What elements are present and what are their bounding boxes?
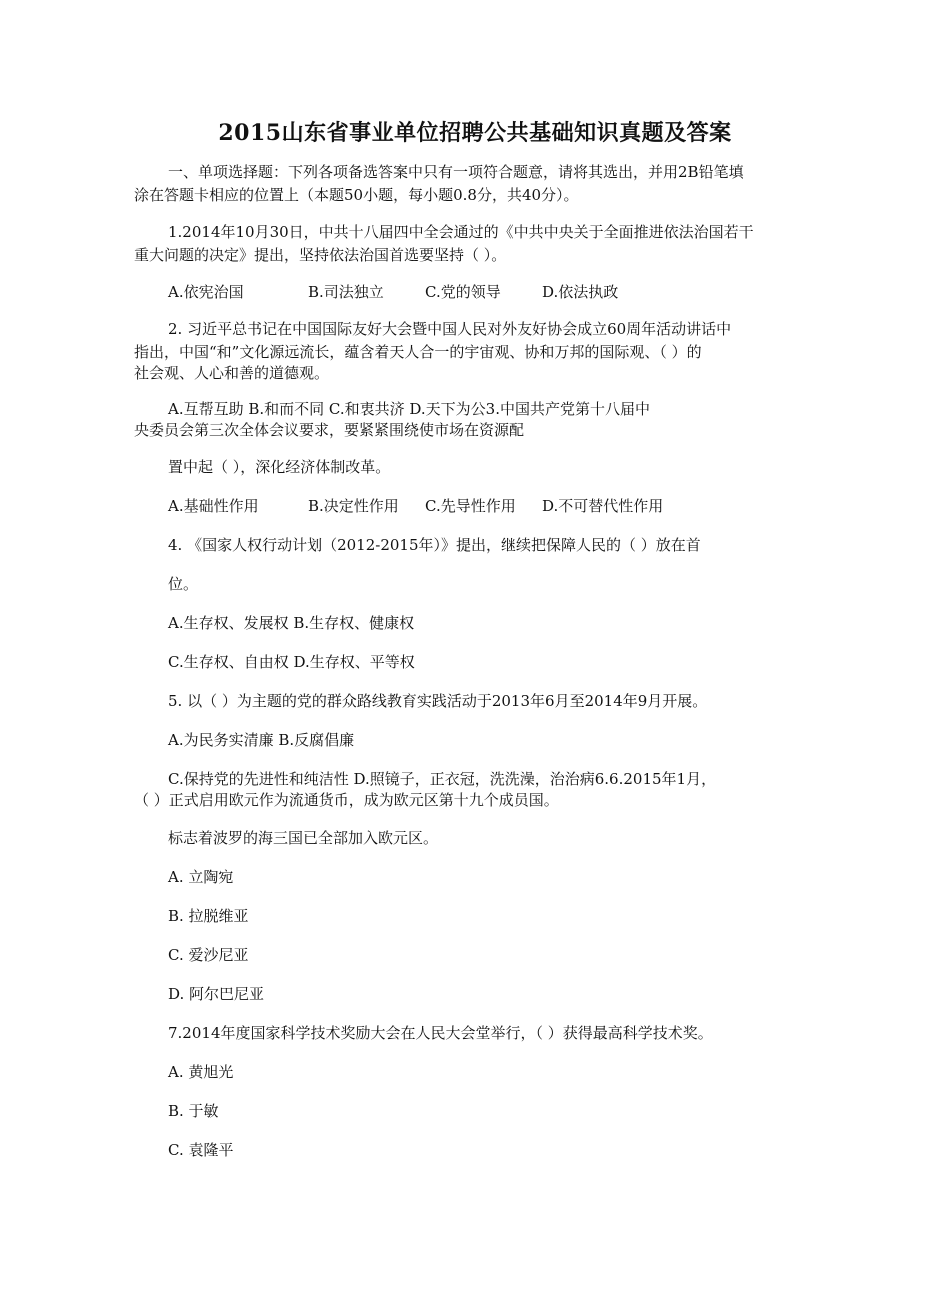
q2-line-1: 2. 习近平总书记在中国国际友好大会暨中国人民对外友好协会成立60周年活动讲话中 (168, 320, 732, 338)
q3-option-a: A.基础性作用 (168, 497, 259, 515)
q7-line-1: 7.2014年度国家科学技术奖励大会在人民大会堂举行，（ ）获得最高科学技术奖。 (168, 1024, 713, 1042)
q3-line-1: 置中起（ ），深化经济体制改革。 (168, 458, 391, 476)
q5-line-1: 5. 以（ ）为主题的党的群众路线教育实践活动于2013年6月至2014年9月开展。 (168, 692, 708, 710)
q1-option-d: D.依法执政 (542, 283, 619, 301)
q6-option-c: C. 爱沙尼亚 (168, 946, 249, 964)
section-instruction-line-1: 一、单项选择题：下列各项备选答案中只有一项符合题意，请将其选出，并用2B铅笔填 (168, 163, 744, 181)
q2-line-3: 社会观、人心和善的道德观。 (134, 364, 330, 382)
q1-line-1: 1.2014年10月30日，中共十八届四中全会通过的《中共中央关于全面推进依法治国若干 (168, 223, 754, 241)
q7-option-a: A. 黄旭光 (168, 1063, 234, 1081)
q1-option-a: A.依宪治国 (168, 283, 244, 301)
q7-option-c: C. 袁隆平 (168, 1141, 234, 1159)
q3-option-d: D.不可替代性作用 (542, 497, 664, 515)
q6-stem-continued: （ ）正式启用欧元作为流通货币，成为欧元区第十九个成员国。 (134, 791, 559, 809)
q3-stem-continued: 央委员会第三次全体会议要求，要紧紧围绕使市场在资源配 (134, 421, 525, 439)
q4-line-1: 4. 《国家人权行动计划（2012-2015年）》提出，继续把保障人民的（ ）放在首 (168, 536, 701, 554)
q3-option-b: B.决定性作用 (308, 497, 399, 515)
q6-option-a: A. 立陶宛 (168, 868, 234, 886)
q1-options (168, 281, 824, 304)
q6-option-b: B. 拉脱维亚 (168, 907, 249, 925)
q3-option-c: C.先导性作用 (425, 497, 516, 515)
q1-option-c: C.党的领导 (425, 283, 501, 301)
q2-options: A.互帮互助 B.和而不同 C.和衷共济 D.天下为公3.中国共产党第十八届中 (168, 400, 650, 418)
q3-options (168, 495, 824, 518)
document-title: 2015山东省事业单位招聘公共基础知识真题及答案 (218, 120, 732, 146)
q1-line-2: 重大问题的决定》提出，坚持依法治国首选要坚持（ ）。 (134, 246, 507, 264)
q1-option-b: B.司法独立 (308, 283, 384, 301)
q5-options-line-1: A.为民务实清廉 B.反腐倡廉 (168, 731, 355, 749)
q5-options-line-2: C.保持党的先进性和纯洁性 D.照镜子，正衣冠，洗洗澡，治治病6.6.2015年1月， (168, 770, 717, 788)
q4-line-2: 位。 (168, 575, 199, 593)
q4-options-line-2: C.生存权、自由权 D.生存权、平等权 (168, 653, 415, 671)
q4-options-line-1: A.生存权、发展权 B.生存权、健康权 (168, 614, 415, 632)
q7-option-b: B. 于敏 (168, 1102, 219, 1120)
q6-line-1: 标志着波罗的海三国已全部加入欧元区。 (168, 829, 439, 847)
q2-line-2: 指出，中国“和”文化源远流长，蕴含着天人合一的宇宙观、协和万邦的国际观、（ ）的 (134, 343, 702, 361)
section-instruction-line-2: 涂在答题卡相应的位置上（本题50小题，每小题0.8分，共40分）。 (134, 186, 579, 204)
q6-option-d: D. 阿尔巴尼亚 (168, 985, 265, 1003)
